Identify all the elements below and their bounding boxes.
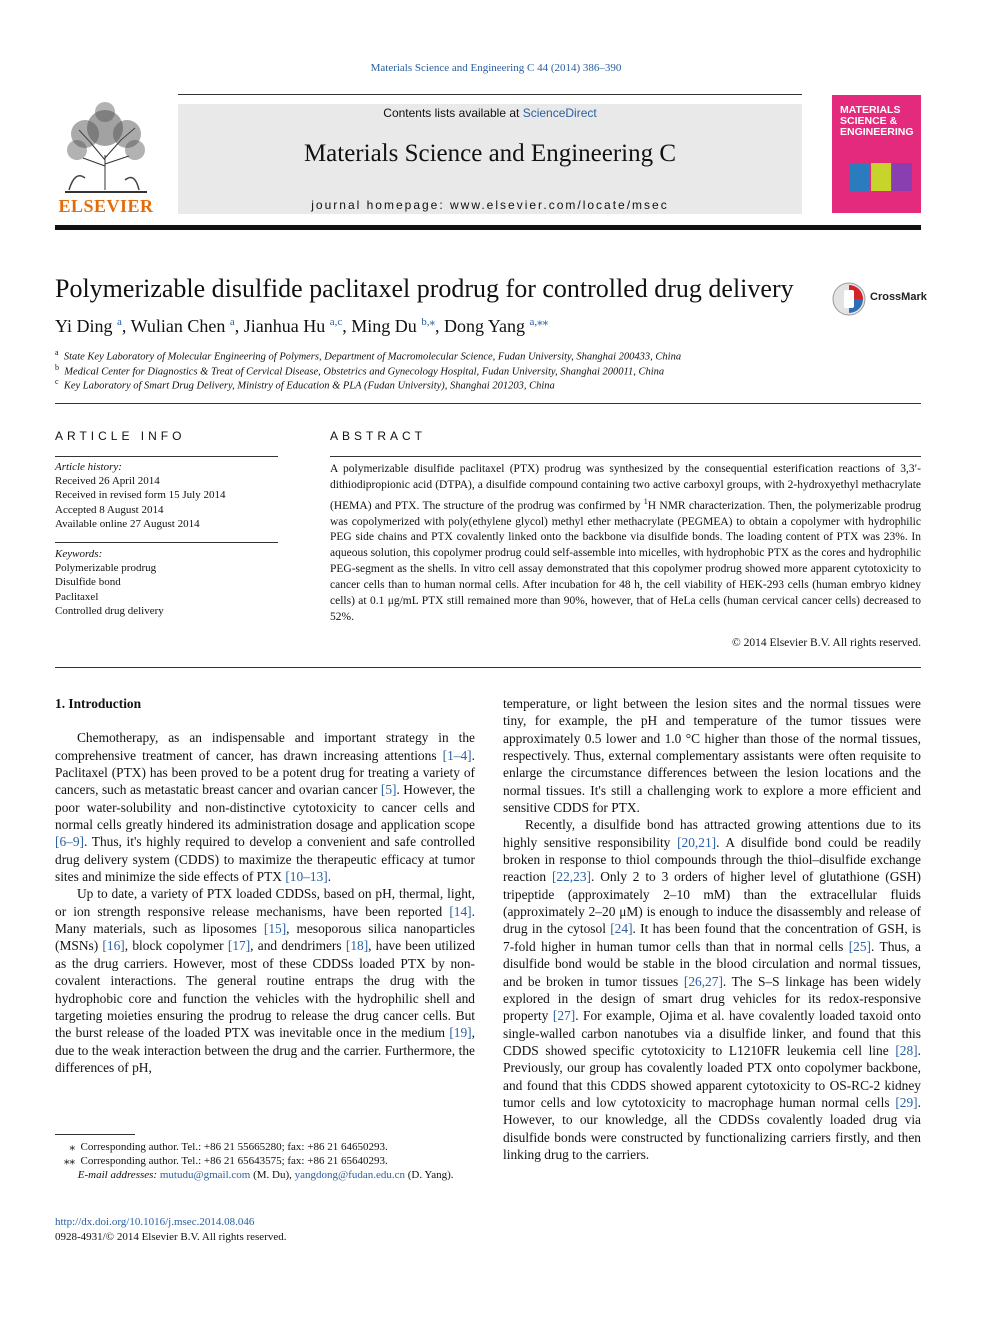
paragraph-text: . It has been found that the concentration of GSH, is 7-fold higher in human tumor cells than that in normal cells <box>503 921 921 954</box>
citation-link[interactable]: [27] <box>552 1008 576 1024</box>
body-left-column <box>55 695 475 1076</box>
keyword: Disulfide bond <box>55 576 121 589</box>
keywords-label: Keywords: <box>55 548 103 560</box>
abstract-heading: ABSTRACT <box>330 429 427 443</box>
paragraph-text: . The S–S linkage has been widely explored in the design of smart drug vehicles for its redox-responsive property <box>503 973 921 1024</box>
paragraph <box>55 885 475 1076</box>
history-item: Accepted 8 August 2014 <box>55 503 164 516</box>
paragraph-text: . Thus, a disulfide bond would be stable in the blood circulation and normal tissues, and be broken in tumor tissues <box>503 938 921 989</box>
crossmark-label: CrossMark <box>870 291 927 303</box>
author-name: Dong Yang <box>444 316 526 336</box>
history-item: Received 26 April 2014 <box>55 475 160 488</box>
journal-cover-thumbnail[interactable] <box>832 95 921 213</box>
affiliation: $^b$ Medical Center for Diagnostics & Treat of Cervical Disease, Obstetrics and Gynecology Hospital, Fudan University, Shanghai 200011, China <box>55 363 665 378</box>
keyword: Polymerizable prodrug <box>55 562 157 575</box>
citation-link[interactable]: [16] <box>102 938 125 954</box>
author-affiliation-mark[interactable]: a <box>229 316 235 328</box>
author-name: Jianhua Hu <box>243 316 326 336</box>
footnote-rule <box>55 1134 135 1135</box>
article-title: Polymerizable disulfide paclitaxel prodrug for controlled drug delivery <box>55 274 794 303</box>
citation-link[interactable]: [28] <box>895 1042 918 1058</box>
article-info-heading: ARTICLE INFO <box>55 429 186 443</box>
affiliation: $^c$ Key Laboratory of Smart Drug Delivery, Ministry of Education & PLA (Fudan University), Shanghai 201203, China <box>55 377 555 392</box>
divider <box>330 456 921 457</box>
author-affiliation-mark[interactable]: b,⁎ <box>421 316 436 328</box>
sciencedirect-link[interactable]: ScienceDirect <box>522 106 597 120</box>
citation-link[interactable]: [17] <box>227 938 251 954</box>
footnotes: ⁎ Corresponding author. Tel.: +86 21 55665280; fax: +86 21 64650293. ⁎⁎ Corresponding author. Tel.: +86 21 65643575; fax: +86 21 65640293. E-mail addresses: mutudu@gmail.com (M. Du), yangdong@fudan.edu.cn (D. Yang). <box>64 1141 454 1181</box>
keyword: Paclitaxel <box>55 590 99 603</box>
divider <box>55 667 921 668</box>
doi-link[interactable]: http://dx.doi.org/10.1016/j.msec.2014.08.046 <box>55 1216 255 1228</box>
body-right-column <box>503 695 921 1163</box>
journal-homepage[interactable]: journal homepage: www.elsevier.com/locate/msec <box>311 198 669 212</box>
divider <box>55 403 921 404</box>
author-name: Yi Ding <box>55 316 113 336</box>
email-link[interactable]: yangdong@fudan.edu.cn <box>294 1169 405 1181</box>
section-heading: 1. Introduction <box>55 696 142 711</box>
history-item: Received in revised form 15 July 2014 <box>55 489 226 502</box>
paragraph-text: , have been utilized as the drug carriers. However, most of these CDDSs loaded PTX by non-covalent interactions. The general routine entraps the drug with the hydrophobic core and function the vehicles with the hydrophilic shell and targeting moieties ensuring the prodrug to release the drug cancer cells. But the burst release of the loaded PTX was inevitable once in the medium <box>55 938 475 1041</box>
citation-link[interactable]: [19] <box>449 1025 472 1041</box>
citation-link[interactable]: [1–4] <box>442 747 472 763</box>
citation-link[interactable]: [6–9] <box>55 834 85 850</box>
cover-title: MATERIALS SCIENCE & ENGINEERING <box>840 104 914 138</box>
cover-images <box>850 163 912 191</box>
paragraph-text: . <box>327 869 332 885</box>
crossmark-icon <box>832 282 866 316</box>
contents-line <box>178 106 802 120</box>
abstract-copyright: © 2014 Elsevier B.V. All rights reserved. <box>732 637 921 649</box>
paragraph-text: . Only 2 to 3 orders of higher level of glutathione (GSH) tripeptide (approximately 2–10 mM) than the extracellular fluids (approximately 2–20 μM) is enough to induce the disassembly and release of drug in the cytosol <box>503 869 922 937</box>
email-label: E-mail addresses: <box>77 1169 158 1181</box>
divider <box>55 542 278 543</box>
contents-prefix: Contents lists available at <box>383 106 523 120</box>
keywords <box>55 547 278 618</box>
citation-link[interactable]: [15] <box>263 921 287 937</box>
author-name: Ming Du <box>351 316 417 336</box>
affiliation: $^a$ State Key Laboratory of Molecular Engineering of Polymers, Department of Macromolecular Science, Fudan University, Shanghai 200433, China <box>55 348 682 363</box>
keyword: Controlled drug delivery <box>55 604 164 617</box>
paragraph <box>55 729 475 885</box>
author-affiliation-mark[interactable]: a <box>117 316 122 328</box>
paragraph-text: . A disulfide bond could be readily broken in response to thiol compounds through the thiol–disulfide exchange reaction <box>503 834 921 885</box>
footnote-text: Corresponding author. Tel.: +86 21 55665280; fax: +86 21 64650293. <box>80 1141 388 1153</box>
citation-link[interactable]: [5] <box>380 782 397 798</box>
citation-link[interactable]: [24] <box>610 921 633 937</box>
paragraph-text: . However, to our knowledge, all the CDDSs covalently loaded drug via disulfide bonds were constructed by functionalizing carriers firstly, and then linking drug to the carriers. <box>503 1094 921 1162</box>
article-history <box>55 460 278 531</box>
paragraph-text: . Paclitaxel (PTX) has been proved to be a potent drug for treating a variety of cancers, such as metastatic breast cancer and ovarian cancer <box>55 747 475 798</box>
journal-citation[interactable]: Materials Science and Engineering C 44 (2014) 386–390 <box>370 62 622 74</box>
paragraph-text: , and dendrimers <box>250 938 346 954</box>
citation-link[interactable]: [25] <box>848 938 872 954</box>
email-link[interactable]: mutudu@gmail.com <box>159 1169 251 1181</box>
citation-link[interactable]: [22,23] <box>551 869 592 885</box>
paragraph-text: , due to the weak interaction between the drug and the carrier. Furthermore, the differences of pH, <box>55 1025 475 1075</box>
author-affiliation-mark[interactable]: a,⁎⁎ <box>529 316 549 328</box>
paragraph-text: . Previously, our group has covalently loaded PTX onto copolymer backbone, and found that this CDDS showed apparent cytotoxicity to OS-RC-2 kidney tumor cells and low cytotoxicity to macrophage human normal cells <box>503 1042 921 1110</box>
issn-line: 0928-4931/© 2014 Elsevier B.V. All rights reserved. <box>55 1230 287 1243</box>
paragraph-text: , block copolymer <box>124 938 228 954</box>
doi-block <box>55 1215 287 1244</box>
citation-link[interactable]: [26,27] <box>683 973 723 989</box>
citation-link[interactable]: [29] <box>895 1094 918 1110</box>
paragraph-text: . For example, Ojima et al. have covalently loaded taxoid onto single-walled carbon nanotubes via a disulfide linker, and found that this CDDS showed specific cytotoxicity to L1210FR leukemia cell line <box>503 1008 922 1058</box>
paragraph-text: Up to date, a variety of PTX loaded CDDSs, based on pH, thermal, light, or ion strength responsive release mechanisms, have been reported <box>55 886 475 919</box>
citation-link[interactable]: [14] <box>449 903 472 919</box>
divider <box>55 456 278 457</box>
paragraph-text: , mesoporous silica nanoparticles (MSNs) <box>55 921 475 954</box>
citation-link[interactable]: [10–13] <box>285 869 328 885</box>
paragraph-text: . Many materials, such as liposomes <box>55 903 475 937</box>
paragraph <box>503 816 921 1163</box>
citation-link[interactable]: [18] <box>345 938 369 954</box>
header-top-rule <box>178 94 802 95</box>
footnote-text: Corresponding author. Tel.: +86 21 65643575; fax: +86 21 65640293. <box>80 1155 388 1167</box>
citation-link[interactable]: [20,21] <box>677 834 717 850</box>
crossmark-badge[interactable] <box>832 282 927 314</box>
header-thick-rule <box>55 225 921 230</box>
paragraph-text: . Thus, it's highly required to develop a convenient and safe controlled drug delivery system (CDDS) to maximize the therapeutic efficacy at tumor sites and minimize the side effects of PTX <box>55 834 475 885</box>
paragraph: temperature, or light between the lesion sites and the normal tissues were tiny, for example, the pH and temperature of the tumor tissues were approximately 0.5 lower and 1.0 °C higher than those of the normal tissues, respectively. Thus, external complementary assistants were often requisite to enlarge the circumstance differences between the lesion locations and the normal tissues. It's still a challenging work to explore a more efficient and sensitive CDDS for PTX. <box>503 696 921 816</box>
history-item: Available online 27 August 2014 <box>55 517 200 530</box>
elsevier-logo-text: ELSEVIER <box>58 196 154 216</box>
author-name: Wulian Chen <box>130 316 226 336</box>
author-list: Yi Ding $^a$, Wulian Chen $^a$, Jianhua Hu $^{a,c}$, Ming Du $^{b,⁎}$, Dong Yang $^{a,⁎⁎}$ <box>55 316 549 336</box>
paragraph-text: Chemotherapy, as an indispensable and important strategy in the comprehensive treatment of cancer, has drawn increasing attentions <box>55 730 475 763</box>
paragraph-text: Recently, a disulfide bond has attracted growing attentions due to its highly sensitive responsibility <box>503 817 921 850</box>
abstract-text: A polymerizable disulfide paclitaxel (PTX) prodrug was synthesized by the consequential esterification reactions of 3,3′-dithiodipropionic acid (DTPA), a disulfide compound containing two active carboxyl groups, with 2-hydroxyethyl methacrylate (HEMA) and PTX. The structure of the prodrug was confirmed by $^1$H NMR characterization. Then, the polymerizable prodrug was copolymerized with poly(ethylene glycol) methyl ether methacrylate (PEGMEA) to obtain a copolymer with hydrophilic PEG side chains and PTX covalently linked onto the backbone via disulfide bonds. The loading content of PTX was 23%. In aqueous solution, this copolymer prodrug could self-assemble into micelles, with hydrophobic PTX as the cores and hydrophilic PEG-segment as the shells. In vitro cell assay demonstrated that this copolymer prodrug showed more apparent cytotoxicity to cancer cells than to human normal cells. After incubation for 48 h, the cell viability of HEK-293 cells (human embryo kidney cells) at 0.1 μg/mL PTX still remained more than 90%, however, that of HeLa cells (human cervical cancer cells) decreased to 52%. <box>330 463 921 623</box>
journal-name: Materials Science and Engineering C <box>303 140 677 167</box>
author-affiliation-mark[interactable]: a,c <box>329 316 343 328</box>
history-label: Article history: <box>55 461 122 473</box>
paragraph-text: . However, the poor water-solubility and non-distinctive cytotoxicity to cancer cells and normal cells greatly hindered its administration dosage and application scope <box>55 782 475 833</box>
